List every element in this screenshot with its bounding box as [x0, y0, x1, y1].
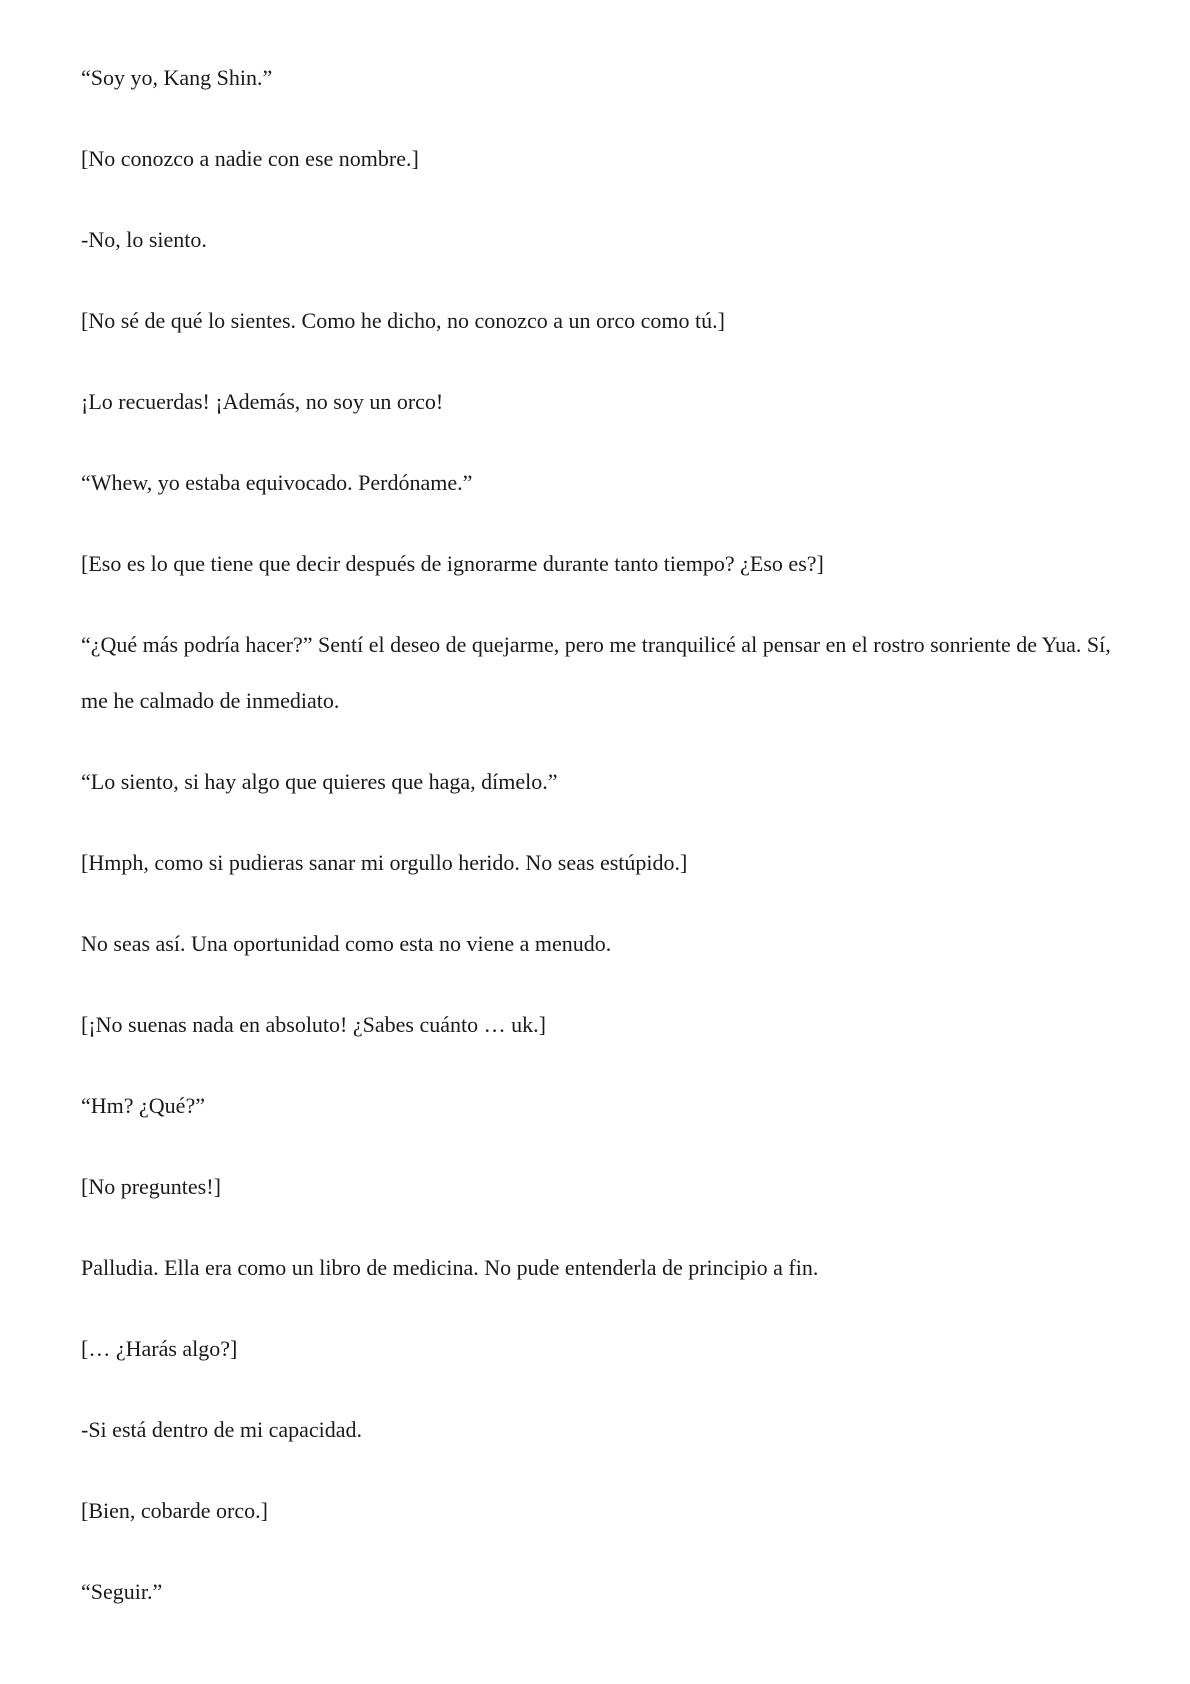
paragraph-12: [¡No suenas nada en absoluto! ¿Sabes cuánto … uk.]	[81, 1012, 546, 1037]
paragraph-9: “Lo siento, si hay algo que quieres que haga, dímelo.”	[81, 769, 558, 794]
paragraph-3: -No, lo siento.	[81, 227, 207, 252]
paragraph-15: Palludia. Ella era como un libro de medicina. No pude entenderla de principio a fin.	[81, 1255, 819, 1280]
paragraph-13: “Hm? ¿Qué?”	[81, 1093, 205, 1118]
paragraph-17: -Si está dentro de mi capacidad.	[81, 1417, 363, 1442]
paragraph-7: [Eso es lo que tiene que decir después de ignorarme durante tanto tiempo? ¿Eso es?]	[81, 551, 824, 576]
paragraph-2: [No conozco a nadie con ese nombre.]	[81, 146, 419, 171]
paragraph-6: “Whew, yo estaba equivocado. Perdóname.”	[81, 470, 473, 495]
paragraph-19: “Seguir.”	[81, 1579, 163, 1604]
paragraph-11: No seas así. Una oportunidad como esta no viene a menudo.	[81, 931, 612, 956]
paragraph-4: [No sé de qué lo sientes. Como he dicho, no conozco a un orco como tú.]	[81, 308, 725, 333]
paragraph-10: [Hmph, como si pudieras sanar mi orgullo herido. No seas estúpido.]	[81, 850, 688, 875]
paragraph-8: “¿Qué más podría hacer?” Sentí el deseo de quejarme, pero me tranquilicé al pensar en el rostro sonriente de Yua. Sí, me he calmado de inmediato.	[81, 632, 1111, 713]
body-text	[81, 64, 1111, 1659]
paragraph-16: [… ¿Harás algo?]	[81, 1336, 238, 1361]
paragraph-14: [No preguntes!]	[81, 1174, 221, 1199]
paragraph-5: ¡Lo recuerdas! ¡Además, no soy un orco!	[81, 389, 444, 414]
paragraph-18: [Bien, cobarde orco.]	[81, 1498, 268, 1523]
paragraph-1: “Soy yo, Kang Shin.”	[81, 65, 273, 90]
